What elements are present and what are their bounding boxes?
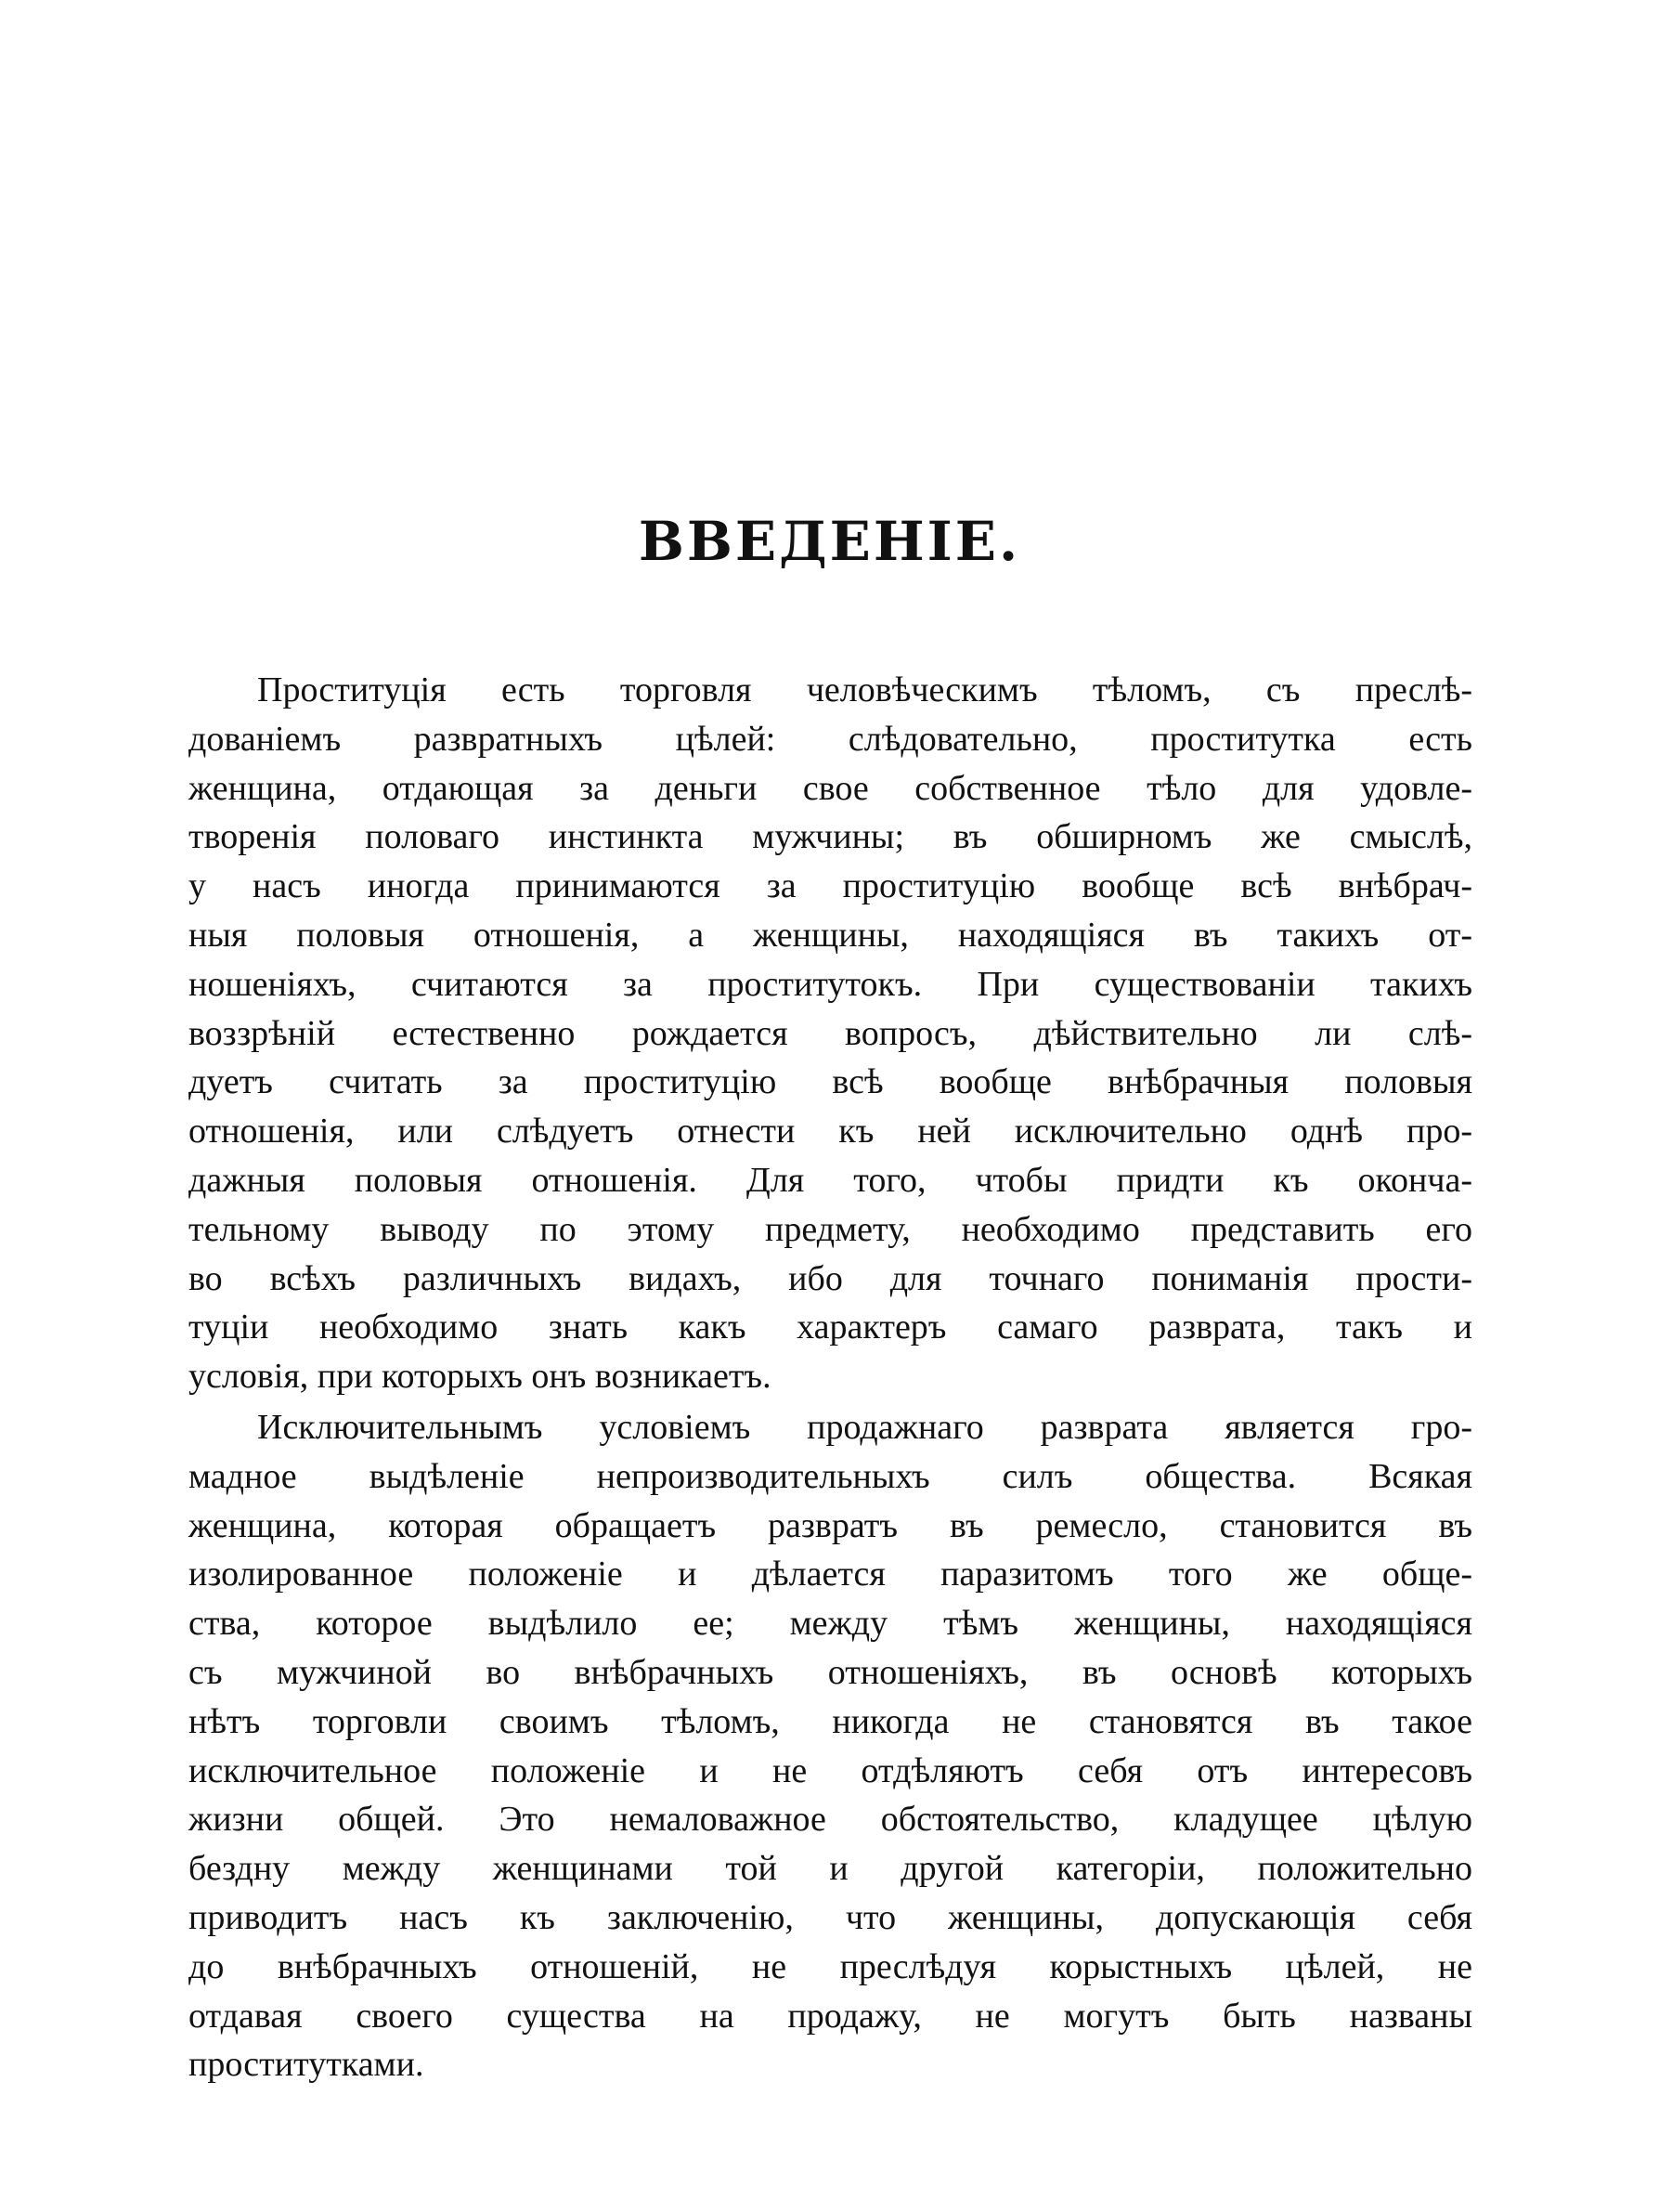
text-line: жизни общей. Это немаловажное обстоятельство, кладущее цѣлую: [188, 1800, 1472, 1840]
paragraph-1: [188, 666, 1472, 1401]
text-line: отдавая своего существа на продажу, не могутъ быть названы: [188, 1996, 1472, 2036]
text-line: тельному выводу по этому предмету, необходимо представить его: [188, 1209, 1472, 1249]
text-line: отношенія, или слѣдуетъ отнести къ ней исключительно однѣ про-: [188, 1112, 1472, 1152]
text-line: исключительное положеніе и не отдѣляютъ себя отъ интересовъ: [188, 1750, 1472, 1790]
text-line: ныя половыя отношенія, а женщины, находящіяся въ такихъ от-: [188, 915, 1472, 955]
text-line: бездну между женщинами той и другой категоріи, положительно: [188, 1849, 1472, 1889]
text-line: до внѣбрачныхъ отношеній, не преслѣдуя корыстныхъ цѣлей, не: [188, 1946, 1472, 1986]
text-line: приводитъ насъ къ заключенію, что женщины, допускающія себя: [188, 1897, 1472, 1937]
text-line: женщина, которая обращаетъ развратъ въ ремесло, становится въ: [188, 1505, 1472, 1545]
text-line: проститутками.: [188, 2045, 424, 2085]
text-line: дованіемъ развратныхъ цѣлей: слѣдовательно, проститутка есть: [188, 719, 1472, 759]
text-line: дажныя половыя отношенія. Для того, чтобы придти къ оконча-: [188, 1160, 1472, 1200]
text-line: съ мужчиной во внѣбрачныхъ отношеніяхъ, въ основѣ которыхъ: [188, 1652, 1472, 1692]
text-line: у насъ иногда принимаются за проституцію вообще всѣ внѣбрач-: [188, 866, 1472, 906]
page-title: ВВЕДЕНІЕ.: [638, 510, 1021, 573]
text-line: Проституція есть торговля человѣческимъ тѣломъ, съ преслѣ-: [257, 670, 1472, 709]
text-line: Исключительнымъ условіемъ продажнаго разврата является гро-: [257, 1408, 1472, 1447]
text-line: творенія половаго инстинкта мужчины; въ обширномъ же смыслѣ,: [188, 817, 1472, 857]
text-line: воззрѣній естественно рождается вопросъ, дѣйствительно ли слѣ-: [188, 1013, 1472, 1053]
text-line: условія, при которыхъ онъ возникаетъ.: [188, 1357, 771, 1397]
text-line: туціи необходимо знать какъ характеръ самаго разврата, такъ и: [188, 1308, 1472, 1347]
text-line: мадное выдѣленіе непроизводительныхъ силъ общества. Всякая: [188, 1456, 1472, 1496]
text-line: во всѣхъ различныхъ видахъ, ибо для точнаго пониманія прости-: [188, 1258, 1472, 1298]
text-line: нѣтъ торговли своимъ тѣломъ, никогда не становятся въ такое: [188, 1701, 1472, 1741]
text-line: дуетъ считать за проституцію всѣ вообще внѣбрачныя половыя: [188, 1062, 1472, 1102]
text-line: женщина, отдающая за деньги свое собственное тѣло для удовле-: [188, 768, 1472, 808]
paragraph-2: [188, 1403, 1472, 2089]
text-line: ношеніяхъ, считаются за проститутокъ. При существованіи такихъ: [188, 964, 1472, 1004]
text-line: изолированное положеніе и дѣлается паразитомъ того же обще-: [188, 1555, 1472, 1594]
text-line: ства, которое выдѣлило ее; между тѣмъ женщины, находящіяся: [188, 1604, 1472, 1644]
